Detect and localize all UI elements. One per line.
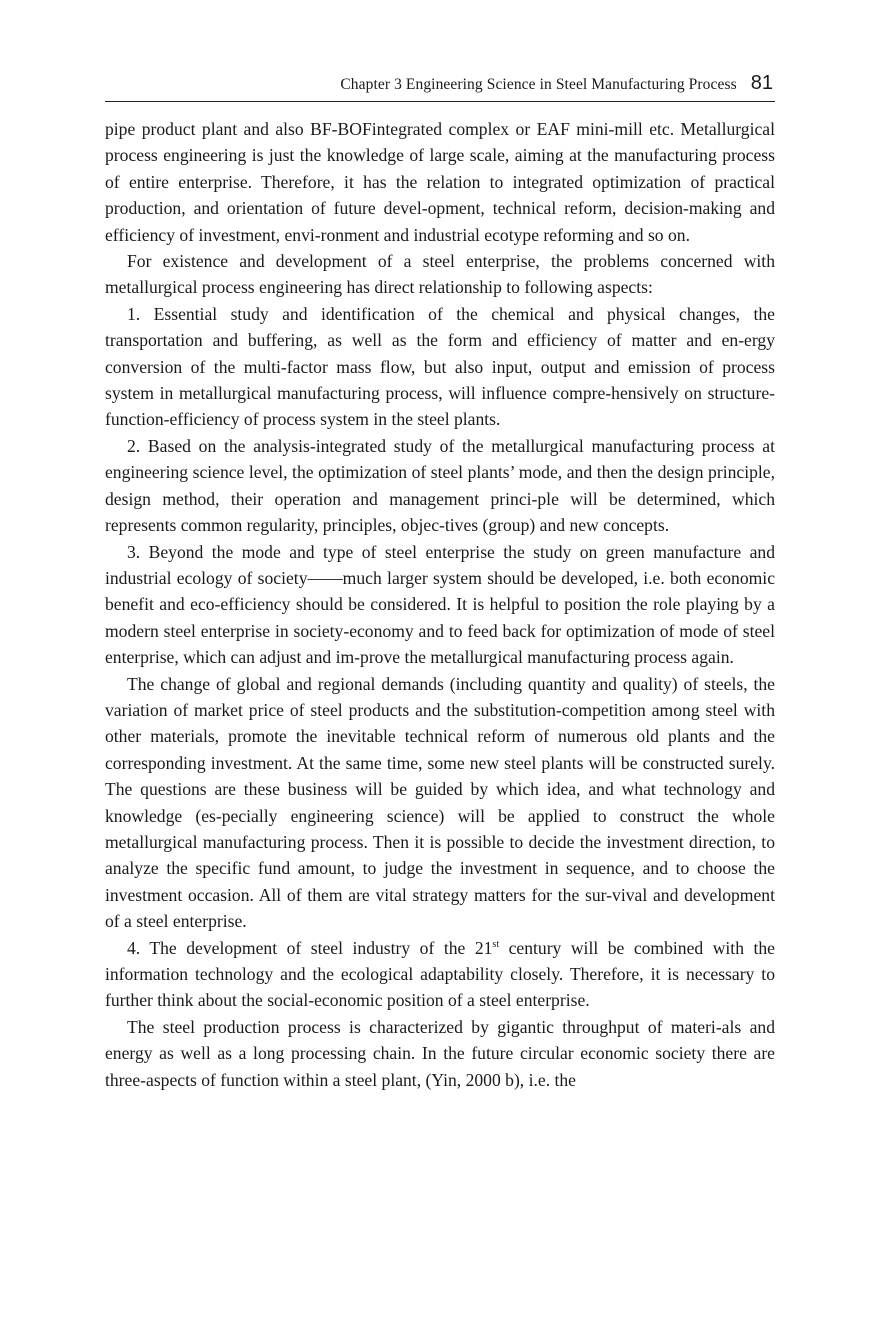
page-number: 81	[750, 72, 773, 94]
paragraph-item-1: 1. Essential study and identification of the chemical and physical changes, the transportation and buffering, as well as the form and efficiency of matter and en-ergy conversion of the multi-factor mass flow, but also input, output and emission of process system in metallurgical manufacturing process, will influence compre-hensively on structure-function-efficiency of process system in the steel plants.	[105, 303, 775, 430]
book-page	[105, 72, 775, 1093]
body-text	[105, 116, 775, 1093]
item-4-text-before: 4. The development of steel industry of the 21	[127, 937, 493, 958]
running-header	[105, 72, 775, 102]
paragraph-item-2: 2. Based on the analysis-integrated study of the metallurgical manufacturing process at engineering science level, the optimization of steel plants’ mode, and then the design principle, design method, their operation and management princi-ple will be determined, which represents common regularity, principles, objec-tives (group) and new concepts.	[105, 435, 775, 536]
running-title: Chapter 3 Engineering Science in Steel Manufacturing Process	[340, 76, 737, 93]
item-4-text-after: century will be combined with the information technology and the ecological adaptability closely. Therefore, it is necessary to further think about the social-economic position of a steel enterprise.	[105, 937, 775, 1011]
paragraph-production-process: The steel production process is characterized by gigantic throughput of materi-als and energy as well as a long processing chain. In the future circular economic society there are three-aspects of function within a steel plant, (Yin, 2000 b), i.e. the	[105, 1016, 775, 1090]
paragraph-continuation: pipe product plant and also BF-BOFintegrated complex or EAF mini-mill etc. Metallurgical process engineering is just the knowledge of large scale, aiming at the manufacturing process of entire enterprise. Therefore, it has the relation to integrated optimization of practical production, and orientation of future devel-opment, technical reform, decision-making and efficiency of investment, envi-ronment and industrial ecotype reforming and so on.	[105, 119, 775, 245]
paragraph-item-4	[105, 935, 775, 1014]
item-4-superscript: st	[492, 938, 500, 950]
paragraph-item-3: 3. Beyond the mode and type of steel enterprise the study on green manufacture and industrial ecology of society——much larger system should be developed, i.e. both economic benefit and eco-efficiency should be considered. It is helpful to position the role playing by a modern steel enterprise in society-economy and to feed back for optimization of mode of steel enterprise, which can adjust and im-prove the metallurgical manufacturing process again.	[105, 541, 775, 668]
paragraph-global-demands: The change of global and regional demands (including quantity and quality) of steels, the variation of market price of steel products and the substitution-competition among steel with other materials, promote the inevitable technical reform of numerous old plants and the corresponding investment. At the same time, some new steel plants will be constructed surely. The questions are these business will be guided by which idea, and what technology and knowledge (es-pecially engineering science) will be applied to construct the whole metallurgical manufacturing process. Then it is possible to decide the investment direction, to analyze the specific fund amount, to judge the investment in sequence, and to choose the investment occasion. All of them are vital strategy matters for the sur-vival and development of a steel enterprise.	[105, 673, 775, 932]
paragraph-existence-development: For existence and development of a steel enterprise, the problems concerned with metallurgical process engineering has direct relationship to following aspects:	[105, 251, 775, 298]
